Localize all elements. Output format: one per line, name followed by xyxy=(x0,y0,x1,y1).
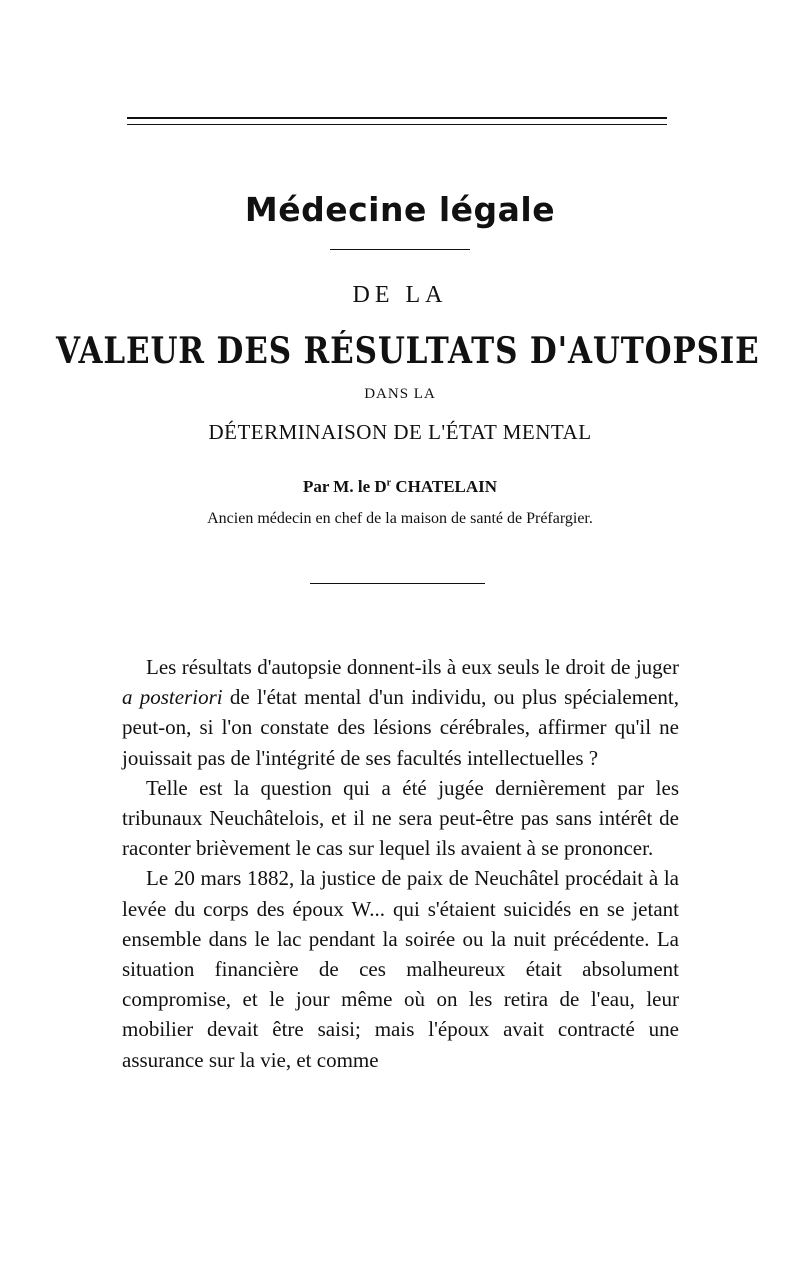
header-divider xyxy=(310,583,485,584)
paragraph-1-italic: a posteriori xyxy=(122,685,223,710)
author-affiliation: Ancien médecin en chef de la maison de santé de Préfargier. xyxy=(207,510,593,527)
paragraph-3: Le 20 mars 1882, la justice de paix de Neuchâtel procédait à la levée du corps des époux W... qui s'étaient suicidés en se jetant ensemble dans le lac pendant la soirée ou la nuit précédente. La situation financière de ces malheureux était absolument compromise, et le jour même où on les retira de l'eau, leur mobilier devait être saisi; mais l'époux avait contracté une assurance sur la vie, et comme xyxy=(122,866,679,1072)
article-body xyxy=(122,652,679,1075)
paragraph-2: Telle est la question qui a été jugée dernièrement par les tribunaux Neuchâtelois, et il ne sera peut-être pas sans intérêt de raconter brièvement le cas sur lequel ils avaient à se prononcer. xyxy=(122,775,679,861)
section-title: Médecine légale xyxy=(244,190,556,229)
paragraph-1 xyxy=(122,652,679,773)
title-divider xyxy=(330,249,470,250)
article-title-main: VALEUR DES RÉSULTATS D'AUTOPSIE xyxy=(56,330,760,372)
author-prefix: Par M. le D xyxy=(302,477,387,496)
paragraph-1-text: Les résultats d'autopsie donnent-ils à eux seuls le droit de juger xyxy=(146,655,679,679)
article-title-line-3: DANS LA xyxy=(364,386,436,402)
author-title-sup: r xyxy=(386,477,392,489)
article-title-line-1: DE LA xyxy=(352,282,448,308)
author-line xyxy=(0,477,800,497)
top-double-rule-upper xyxy=(127,117,667,119)
paragraph-1-text-end: de l'état mental d'un individu, ou plus spécialement, peut-on, si l'on constate des lésions cérébrales, affirmer qu'il ne jouissait pas de l'intégrité de ses facultés intellectuelles ? xyxy=(122,685,679,770)
article-title-line-4: DÉTERMINAISON DE L'ÉTAT MENTAL xyxy=(208,420,592,444)
author-name: CHATELAIN xyxy=(391,477,498,496)
top-double-rule-lower xyxy=(127,124,667,125)
